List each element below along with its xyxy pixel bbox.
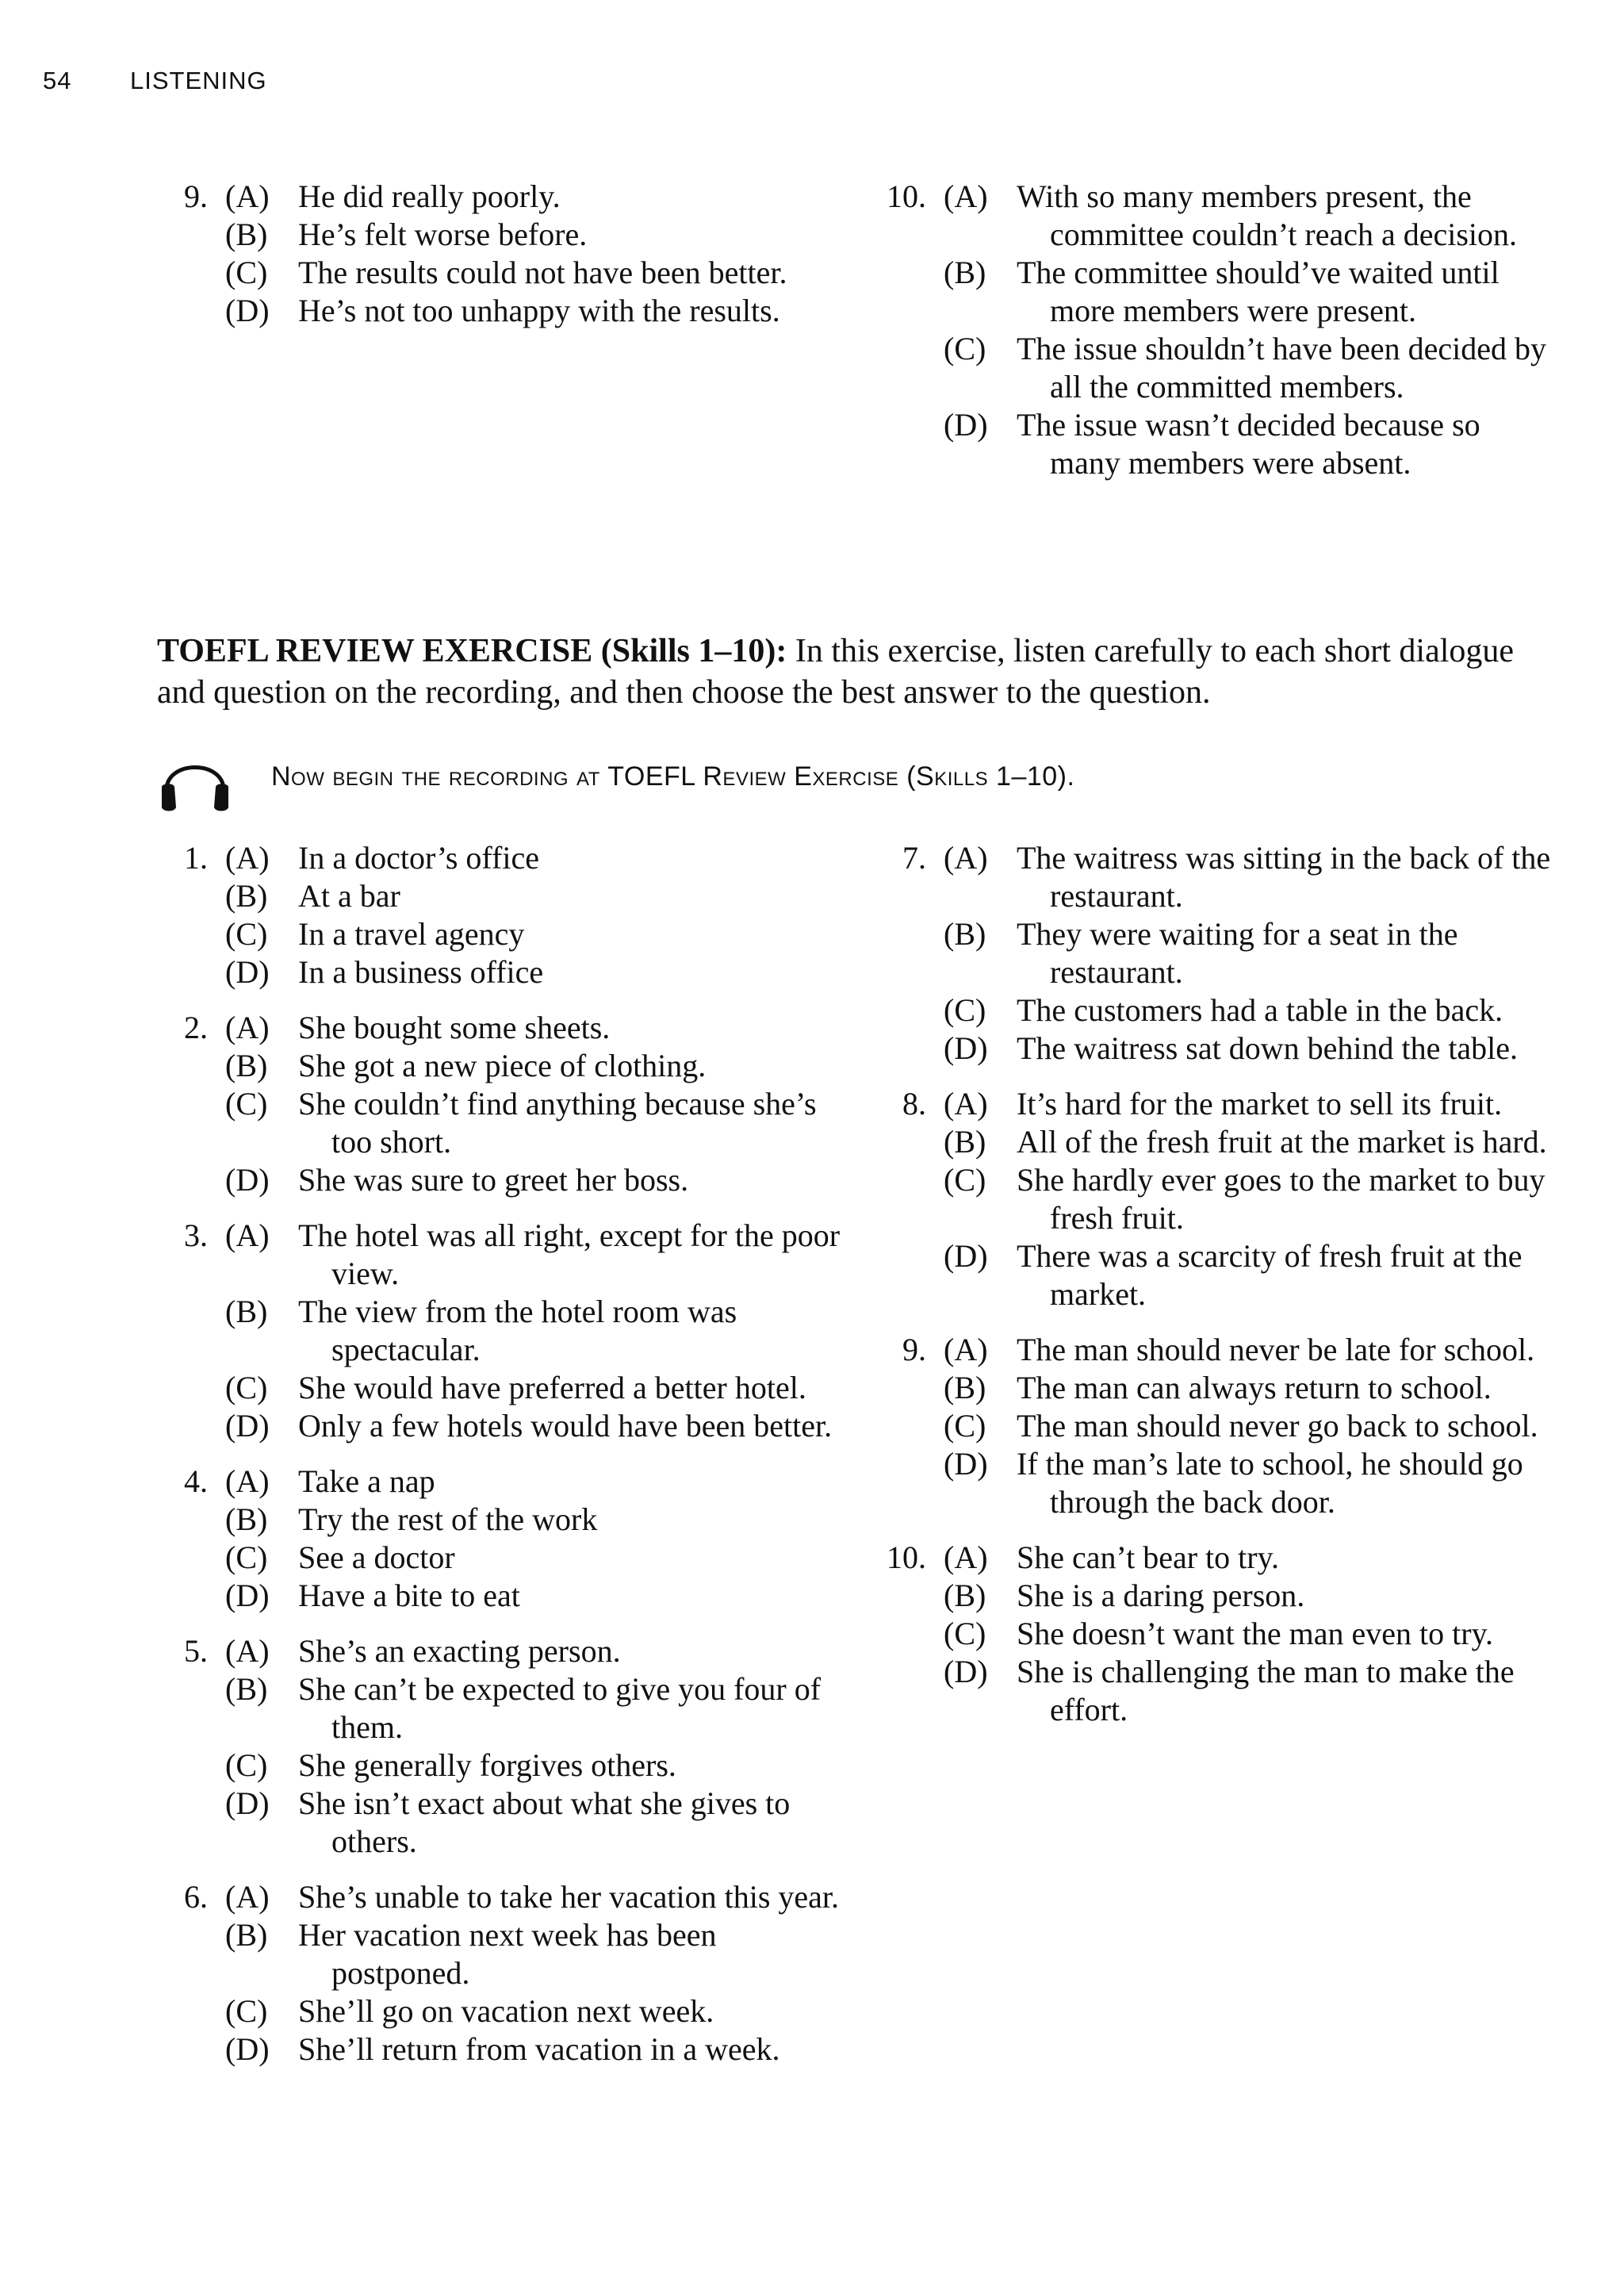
question-number bbox=[875, 991, 944, 1029]
answer-option bbox=[157, 1047, 847, 1085]
answer-option bbox=[157, 953, 847, 991]
option-letter: (A) bbox=[225, 1010, 270, 1045]
option-letter: (D) bbox=[225, 954, 270, 990]
option-text: She isn’t exact about what she gives to others. bbox=[298, 1785, 791, 1859]
option-text: Try the rest of the work bbox=[298, 1501, 598, 1537]
question-number bbox=[875, 915, 944, 991]
answer-option bbox=[157, 1217, 847, 1293]
option-letter: (A) bbox=[225, 1463, 270, 1499]
question-item bbox=[157, 1632, 847, 1861]
option-text: If the man’s late to school, he should go through the back door. bbox=[1017, 1446, 1523, 1520]
question-number bbox=[157, 953, 225, 991]
question-number bbox=[157, 1746, 225, 1785]
question-number bbox=[157, 1577, 225, 1615]
question-number bbox=[157, 1539, 225, 1577]
option-text: She can’t bear to try. bbox=[1017, 1539, 1279, 1575]
answer-option bbox=[157, 877, 847, 915]
question-number bbox=[157, 915, 225, 953]
option-text: He’s not too unhappy with the results. bbox=[298, 293, 780, 328]
question-number bbox=[875, 330, 944, 406]
answer-option bbox=[157, 216, 847, 254]
question-number bbox=[875, 254, 944, 330]
option-letter: (C) bbox=[944, 1616, 986, 1651]
answer-option bbox=[875, 178, 1557, 254]
question-number bbox=[157, 216, 225, 254]
option-letter: (C) bbox=[225, 1993, 268, 2029]
option-text: It’s hard for the market to sell its fruit. bbox=[1017, 1086, 1503, 1121]
option-text: With so many members present, the committee couldn’t reach a decision. bbox=[1017, 178, 1518, 252]
option-letter: (A) bbox=[225, 1217, 270, 1253]
answer-option bbox=[875, 406, 1557, 482]
question-item bbox=[875, 1331, 1557, 1521]
question-number bbox=[157, 877, 225, 915]
question-item bbox=[157, 839, 847, 991]
option-letter: (A) bbox=[225, 178, 270, 214]
question-item bbox=[157, 178, 847, 330]
section-title: LISTENING bbox=[130, 67, 267, 94]
answer-option bbox=[157, 1085, 847, 1161]
question-number bbox=[157, 1670, 225, 1746]
question-column-right bbox=[875, 839, 1557, 1746]
answer-option bbox=[875, 839, 1557, 915]
question-number bbox=[157, 254, 225, 292]
option-text: The view from the hotel room was spectacular. bbox=[298, 1294, 737, 1367]
answer-option bbox=[157, 254, 847, 292]
question-number: 10. bbox=[887, 1539, 926, 1575]
answer-option bbox=[875, 1161, 1557, 1237]
option-letter: (B) bbox=[225, 1917, 268, 1953]
option-text: See a doctor bbox=[298, 1539, 455, 1575]
question-number bbox=[875, 1653, 944, 1729]
option-letter: (A) bbox=[944, 1086, 988, 1121]
question-number: 1. bbox=[184, 840, 208, 876]
question-column-left bbox=[157, 839, 847, 2086]
option-text: The man can always return to school. bbox=[1017, 1370, 1492, 1405]
option-text: She generally forgives others. bbox=[298, 1747, 676, 1783]
answer-option bbox=[157, 292, 847, 330]
answer-option bbox=[157, 178, 847, 216]
option-letter: (B) bbox=[944, 255, 986, 290]
option-letter: (D) bbox=[944, 1654, 988, 1689]
option-letter: (B) bbox=[225, 1671, 268, 1707]
option-letter: (A) bbox=[225, 1633, 270, 1669]
option-letter: (C) bbox=[944, 331, 986, 366]
answer-option bbox=[157, 1878, 847, 1916]
option-letter: (B) bbox=[944, 916, 986, 952]
option-text: She bought some sheets. bbox=[298, 1010, 611, 1045]
page-header bbox=[43, 67, 267, 98]
question-number bbox=[157, 1916, 225, 1992]
headphones-icon bbox=[157, 744, 233, 815]
option-letter: (D) bbox=[225, 293, 270, 328]
answer-option bbox=[157, 1785, 847, 1861]
answer-option bbox=[875, 1123, 1557, 1161]
option-letter: (B) bbox=[225, 878, 268, 914]
option-text: She is a daring person. bbox=[1017, 1578, 1305, 1613]
answer-option bbox=[875, 1653, 1557, 1729]
question-number: 9. bbox=[902, 1332, 926, 1367]
option-letter: (C) bbox=[944, 1408, 986, 1444]
answer-option bbox=[875, 1577, 1557, 1615]
question-number bbox=[875, 1123, 944, 1161]
question-number bbox=[157, 292, 225, 330]
question-number bbox=[157, 1293, 225, 1369]
option-letter: (C) bbox=[225, 1086, 268, 1121]
page-number: 54 bbox=[43, 67, 72, 94]
question-item bbox=[157, 1463, 847, 1615]
option-text: He’s felt worse before. bbox=[298, 217, 588, 252]
option-text: In a business office bbox=[298, 954, 544, 990]
answer-option bbox=[875, 991, 1557, 1029]
option-text: In a travel agency bbox=[298, 916, 525, 952]
option-text: She’ll go on vacation next week. bbox=[298, 1993, 714, 2029]
question-number bbox=[157, 2030, 225, 2069]
answer-option bbox=[875, 1539, 1557, 1577]
question-item bbox=[875, 1539, 1557, 1729]
answer-option bbox=[875, 1407, 1557, 1445]
question-number bbox=[157, 1992, 225, 2030]
option-letter: (B) bbox=[225, 1294, 268, 1329]
top-question-column-right bbox=[875, 178, 1557, 500]
option-text: The hotel was all right, except for the poor view. bbox=[298, 1217, 841, 1291]
option-text: The waitress was sitting in the back of the restaurant. bbox=[1017, 840, 1551, 914]
question-number bbox=[875, 1237, 944, 1313]
option-letter: (A) bbox=[944, 1539, 988, 1575]
option-letter: (C) bbox=[225, 1539, 268, 1575]
answer-option bbox=[875, 1615, 1557, 1653]
answer-option bbox=[157, 1463, 847, 1501]
question-item bbox=[875, 1085, 1557, 1313]
answer-option bbox=[157, 1577, 847, 1615]
option-text: They were waiting for a seat in the restaurant. bbox=[1017, 916, 1458, 990]
option-text: She’s unable to take her vacation this year. bbox=[298, 1879, 840, 1915]
question-number bbox=[157, 1407, 225, 1445]
answer-option bbox=[157, 1746, 847, 1785]
question-number bbox=[875, 1577, 944, 1615]
question-number bbox=[875, 1407, 944, 1445]
question-item bbox=[157, 1009, 847, 1199]
review-exercise-body: In this exercise, listen carefully to each short dialogue and question on the recording, and then choose the best answer to the question. bbox=[157, 633, 1515, 711]
option-text: The waitress sat down behind the table. bbox=[1017, 1030, 1519, 1066]
option-text: She’ll return from vacation in a week. bbox=[298, 2031, 780, 2067]
option-letter: (B) bbox=[944, 1578, 986, 1613]
option-text: She doesn’t want the man even to try. bbox=[1017, 1616, 1493, 1651]
question-number bbox=[157, 1369, 225, 1407]
answer-option bbox=[157, 1501, 847, 1539]
answer-option bbox=[875, 1331, 1557, 1369]
option-letter: (B) bbox=[944, 1124, 986, 1160]
question-number bbox=[875, 406, 944, 482]
question-item bbox=[875, 839, 1557, 1068]
answer-option bbox=[875, 254, 1557, 330]
option-letter: (D) bbox=[225, 1785, 270, 1821]
answer-option bbox=[157, 1916, 847, 1992]
option-letter: (D) bbox=[225, 1162, 270, 1198]
review-exercise-title: TOEFL REVIEW EXERCISE (Skills 1–10): bbox=[157, 633, 787, 669]
option-text: The issue wasn’t decided because so many members were absent. bbox=[1017, 407, 1480, 481]
top-question-column-left bbox=[157, 178, 847, 347]
option-text: The committee should’ve waited until more members were present. bbox=[1017, 255, 1500, 328]
answer-option bbox=[157, 1670, 847, 1746]
answer-option bbox=[157, 1539, 847, 1577]
answer-option bbox=[875, 1445, 1557, 1521]
option-text: The customers had a table in the back. bbox=[1017, 992, 1503, 1028]
option-text: At a bar bbox=[298, 878, 400, 914]
option-letter: (D) bbox=[225, 1408, 270, 1444]
option-letter: (D) bbox=[944, 1446, 988, 1482]
answer-option bbox=[157, 2030, 847, 2069]
option-letter: (C) bbox=[944, 992, 986, 1028]
option-letter: (C) bbox=[225, 255, 268, 290]
option-letter: (C) bbox=[944, 1162, 986, 1198]
option-text: She can’t be expected to give you four of them. bbox=[298, 1671, 822, 1745]
answer-option bbox=[875, 1237, 1557, 1313]
question-number: 10. bbox=[887, 178, 926, 214]
answer-option bbox=[157, 1369, 847, 1407]
option-text: Her vacation next week has been postponed. bbox=[298, 1917, 717, 1991]
option-letter: (D) bbox=[225, 2031, 270, 2067]
option-text: She was sure to greet her boss. bbox=[298, 1162, 689, 1198]
option-letter: (B) bbox=[225, 217, 268, 252]
answer-option bbox=[157, 1407, 847, 1445]
question-number bbox=[157, 1785, 225, 1861]
answer-option bbox=[157, 1009, 847, 1047]
recording-instruction: Now begin the recording at TOEFL Review Exercise (Skills 1–10). bbox=[271, 761, 1075, 792]
option-letter: (A) bbox=[225, 1879, 270, 1915]
option-text: Take a nap bbox=[298, 1463, 435, 1499]
option-text: She’s an exacting person. bbox=[298, 1633, 621, 1669]
question-number bbox=[875, 1369, 944, 1407]
question-number: 9. bbox=[184, 178, 208, 214]
option-letter: (B) bbox=[225, 1501, 268, 1537]
question-item bbox=[875, 178, 1557, 482]
option-text: All of the fresh fruit at the market is hard. bbox=[1017, 1124, 1547, 1160]
question-number: 6. bbox=[184, 1879, 208, 1915]
option-text: The issue shouldn’t have been decided by all the committed members. bbox=[1017, 331, 1546, 405]
question-number bbox=[875, 1161, 944, 1237]
option-letter: (C) bbox=[225, 916, 268, 952]
question-item bbox=[157, 1217, 847, 1445]
answer-option bbox=[157, 1632, 847, 1670]
question-number bbox=[875, 1445, 944, 1521]
question-number bbox=[157, 1047, 225, 1085]
answer-option bbox=[875, 915, 1557, 991]
answer-option bbox=[157, 1992, 847, 2030]
question-number: 3. bbox=[184, 1217, 208, 1253]
option-text: She got a new piece of clothing. bbox=[298, 1048, 707, 1083]
question-number bbox=[157, 1501, 225, 1539]
option-text: She couldn’t find anything because she’s too short. bbox=[298, 1086, 817, 1160]
question-item bbox=[157, 1878, 847, 2069]
option-text: She would have preferred a better hotel. bbox=[298, 1370, 806, 1405]
option-letter: (B) bbox=[944, 1370, 986, 1405]
option-text: The man should never go back to school. bbox=[1017, 1408, 1538, 1444]
option-letter: (D) bbox=[225, 1578, 270, 1613]
question-number bbox=[157, 1161, 225, 1199]
option-text: In a doctor’s office bbox=[298, 840, 539, 876]
option-text: Only a few hotels would have been better. bbox=[298, 1408, 833, 1444]
option-letter: (A) bbox=[944, 178, 988, 214]
option-text: She is challenging the man to make the effort. bbox=[1017, 1654, 1515, 1727]
answer-option bbox=[875, 330, 1557, 406]
option-letter: (B) bbox=[225, 1048, 268, 1083]
option-text: He did really poorly. bbox=[298, 178, 561, 214]
question-number: 5. bbox=[184, 1633, 208, 1669]
review-exercise-intro bbox=[157, 631, 1545, 713]
option-letter: (D) bbox=[944, 407, 988, 443]
option-text: There was a scarcity of fresh fruit at the market. bbox=[1017, 1238, 1522, 1312]
question-number bbox=[875, 1029, 944, 1068]
option-letter: (C) bbox=[225, 1747, 268, 1783]
question-number: 8. bbox=[902, 1086, 926, 1121]
option-text: She hardly ever goes to the market to buy fresh fruit. bbox=[1017, 1162, 1545, 1236]
option-letter: (A) bbox=[225, 840, 270, 876]
option-letter: (D) bbox=[944, 1238, 988, 1274]
question-number: 4. bbox=[184, 1463, 208, 1499]
option-text: The results could not have been better. bbox=[298, 255, 787, 290]
option-letter: (C) bbox=[225, 1370, 268, 1405]
option-letter: (A) bbox=[944, 1332, 988, 1367]
answer-option bbox=[157, 839, 847, 877]
answer-option bbox=[875, 1369, 1557, 1407]
question-number bbox=[157, 1085, 225, 1161]
option-text: The man should never be late for school. bbox=[1017, 1332, 1535, 1367]
option-text: Have a bite to eat bbox=[298, 1578, 520, 1613]
answer-option bbox=[157, 915, 847, 953]
answer-option bbox=[157, 1161, 847, 1199]
answer-option bbox=[875, 1029, 1557, 1068]
question-number bbox=[875, 1615, 944, 1653]
answer-option bbox=[875, 1085, 1557, 1123]
option-letter: (A) bbox=[944, 840, 988, 876]
option-letter: (D) bbox=[944, 1030, 988, 1066]
question-number: 7. bbox=[902, 840, 926, 876]
question-number: 2. bbox=[184, 1010, 208, 1045]
answer-option bbox=[157, 1293, 847, 1369]
